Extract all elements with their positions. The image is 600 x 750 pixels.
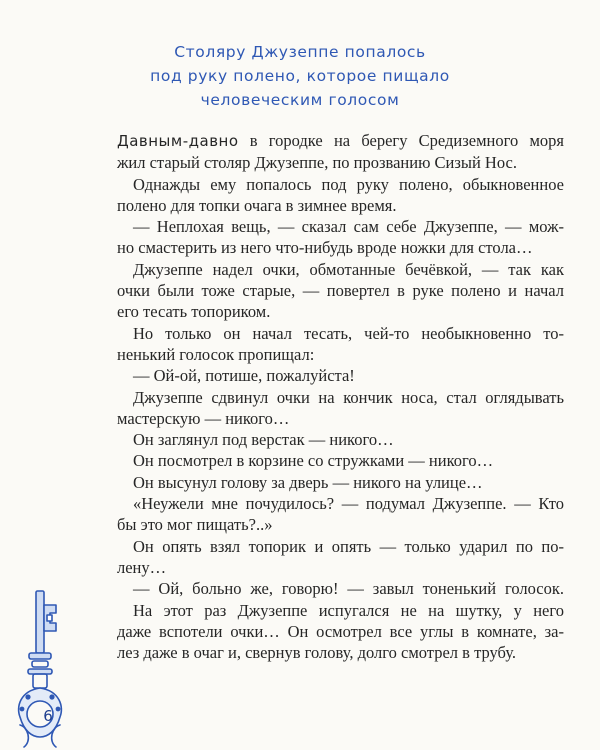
text-line-rest: в городке на берегу Средиземного моря xyxy=(238,131,564,150)
text-line: — Ой-ой, потише, пожалуйста! xyxy=(133,366,355,386)
text-line: Джузеппе надел очки, обмотанные бечёвкой, — так как xyxy=(133,259,564,279)
text-line: ненький голосок пропищал: xyxy=(117,344,315,364)
text-line: Он высунул голову за дверь — никого на улице… xyxy=(133,472,483,492)
text-line: его тесать топориком. xyxy=(117,302,271,322)
text-line: «Неужели мне почудилось? — подумал Джузеппе. — Кто xyxy=(133,494,564,514)
text-line: мастерскую — никого… xyxy=(117,408,290,428)
text-line: даже вспотели очки… Он осмотрел все углы в комнате, за- xyxy=(117,621,564,641)
text-line: Однажды ему попалось под руку полено, обыкновенное xyxy=(133,174,564,194)
text-line: жил старый столяр Джузеппе, по прозванию Сизый Нос. xyxy=(117,153,517,173)
text-line: очки были тоже старые, — повертел в руке полено и начал xyxy=(117,281,564,301)
text-line xyxy=(117,130,564,152)
chapter-title-line-1: Столяру Джузеппе попалось xyxy=(174,43,426,61)
chapter-title-line-3: человеческим голосом xyxy=(200,91,400,109)
text-line: Он опять взял топорик и опять — только ударил по по- xyxy=(133,536,564,556)
text-line: — Ой, больно же, говорю! — завыл тоненький голосок. xyxy=(133,579,564,599)
story-paragraphs xyxy=(117,130,564,663)
text-line: лез даже в очаг и, свернув голову, долго смотрел в трубу. xyxy=(117,643,517,663)
opening-word: Давным-давно xyxy=(117,132,239,150)
key-ornament-icon xyxy=(14,585,84,750)
text-line: но смастерить из него что-нибудь вроде ножки для стола… xyxy=(117,238,533,258)
text-line: — Неплохая вещь, — сказал сам себе Джузеппе, — мож- xyxy=(133,217,564,237)
text-line: Джузеппе сдвинул очки на кончик носа, стал оглядывать xyxy=(133,387,564,407)
text-line: бы это мог пищать?..» xyxy=(117,515,273,535)
body-text xyxy=(117,130,564,663)
chapter-title-line-2: под руку полено, которое пищало xyxy=(150,67,450,85)
text-line: Но только он начал тесать, чей-то необыкновенно то- xyxy=(133,323,564,343)
text-line: лену… xyxy=(117,557,167,577)
text-line: Он заглянул под верстак — никого… xyxy=(133,430,394,450)
page-number: 6 xyxy=(43,707,53,725)
text-line: На этот раз Джузеппе испугался не на шутку, у него xyxy=(133,600,564,620)
chapter-title xyxy=(0,40,600,112)
text-line: полено для топки очага в зимнее время. xyxy=(117,195,397,215)
text-line: Он посмотрел в корзине со стружками — никого… xyxy=(133,451,494,471)
